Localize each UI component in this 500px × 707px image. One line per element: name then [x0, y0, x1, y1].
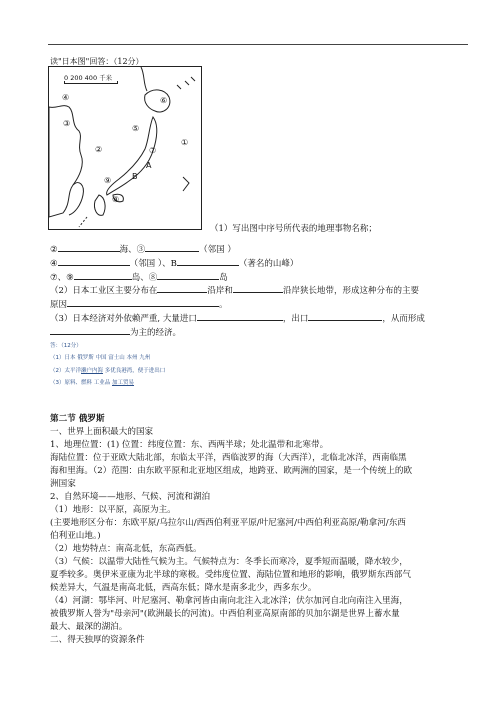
map-scale-label: 0 200 400 千米 — [64, 74, 113, 82]
section-line-14: （4）河湖：鄂毕河、叶尼塞河、勒拿河皆由南向北注入北冰洋；伏尔加河自北向南注入里海， — [50, 596, 408, 606]
map-label-6: ⑥ — [160, 96, 168, 105]
japan-map — [48, 66, 202, 230]
map-label-1: ① — [181, 138, 189, 147]
q1-line2: ④ （邻国 ）、B （著名的山峰） — [50, 256, 298, 269]
section-line-10: （2）地势特点：南高北低，东高西低。 — [50, 544, 202, 554]
answer-label: 答：（12分） — [50, 343, 82, 349]
section-line-11: （3）气候：以温带大陆性气候为主。气候特点为：冬季长而寒冷，夏季短而温暖，降水较少， — [50, 557, 408, 567]
map-label-2: ② — [95, 145, 103, 154]
answer-2: （2）太平洋濑户内海 多优良港湾，便于进出口 — [50, 368, 166, 374]
q1-intro: （1）写出图中序号所代表的地理事物名称； — [210, 224, 377, 234]
section-line-12: 夏季较多。奥伊米亚康为北半球的寒极。受纬度位置、海陆位置和地形的影响，俄罗斯东西部气 — [50, 570, 411, 580]
answer-3: （3）原料、燃料 工业品 加工贸易 — [50, 380, 135, 386]
section-line-6: 2、自然环境——地形、气候、河流和湖泊 — [50, 492, 211, 502]
japan-map-drawing — [49, 67, 201, 229]
section-line-16: 最大、最深的湖泊。 — [50, 622, 128, 632]
section-line-8: (主要地形区分布：东欧平原/乌拉尔山/西西伯利亚平原/叶尼塞河/中西伯利亚高原/勒拿河/东西 — [50, 518, 406, 528]
section-line-4: 海和里海。（2）范围：由东欧平原和北亚地区组成，地跨亚、欧两洲的国家，是一个传统上的欧 — [50, 466, 413, 476]
map-label-B: B — [132, 172, 138, 181]
map-label-7: ⑦ — [149, 146, 157, 155]
question-title: 读"日本图"回答：（12分） — [50, 57, 144, 66]
map-label-4: ④ — [62, 93, 70, 102]
map-label-3: ③ — [63, 119, 71, 128]
q1-line3: ⑦、⑨ 岛、⑧ 岛 — [50, 270, 228, 283]
top-rule — [48, 44, 468, 45]
section-line-7: （1）地形：以平原，高原为主。 — [50, 505, 176, 515]
section-line-3: 海陆位置：位于亚欧大陆北部，东临太平洋，西临波罗的海（大西洋），北临北冰洋，西南临黑 — [50, 453, 407, 463]
section-line-9: 伯利亚山地。) — [50, 531, 101, 541]
map-label-A: A — [146, 161, 152, 170]
section-line-5: 洲国家 — [50, 479, 76, 489]
section-line-1: 一、世界上面积最大的国家 — [50, 427, 154, 437]
section-line-15: 被俄罗斯人誉为"母亲河"(欧洲最长的河流)。中西伯利亚高原南部的贝加尔湖是世界上蓄水量 — [50, 609, 400, 619]
q3-line1: （3）日本经济对外依赖严重, 大量进口 ，出口 ，从而形成 — [50, 311, 425, 324]
section-line-17: 二、得天独厚的资源条件 — [50, 635, 145, 645]
map-label-9: ⑨ — [104, 176, 112, 185]
q3-line2: 为主的经济。 — [50, 325, 181, 338]
q2-line1: （2）日本工业区主要分布在 沿岸和 沿岸狭长地带，形成这种分布的主要 — [50, 283, 419, 296]
answer-1: （1）日本 俄罗斯 中国 富士山 本州 九州 — [50, 355, 151, 361]
q2-line2: 原因 。 — [50, 297, 228, 310]
section-line-13: 候差异大，气温是南高北低，西高东低；降水是南多北少，西多东少。 — [50, 583, 317, 593]
section-heading: 第二节 俄罗斯 — [50, 414, 105, 424]
section-line-2: 1、地理位置：(1) 位置：纬度位置：东、西两半球；处北温带和北寒带。 — [50, 440, 329, 450]
map-scale-bar — [64, 81, 118, 84]
q1-line1: ② 海、③ （邻国 ） — [50, 242, 236, 255]
map-label-5: ⑤ — [132, 124, 140, 133]
map-label-8: ⑧ — [112, 195, 120, 204]
